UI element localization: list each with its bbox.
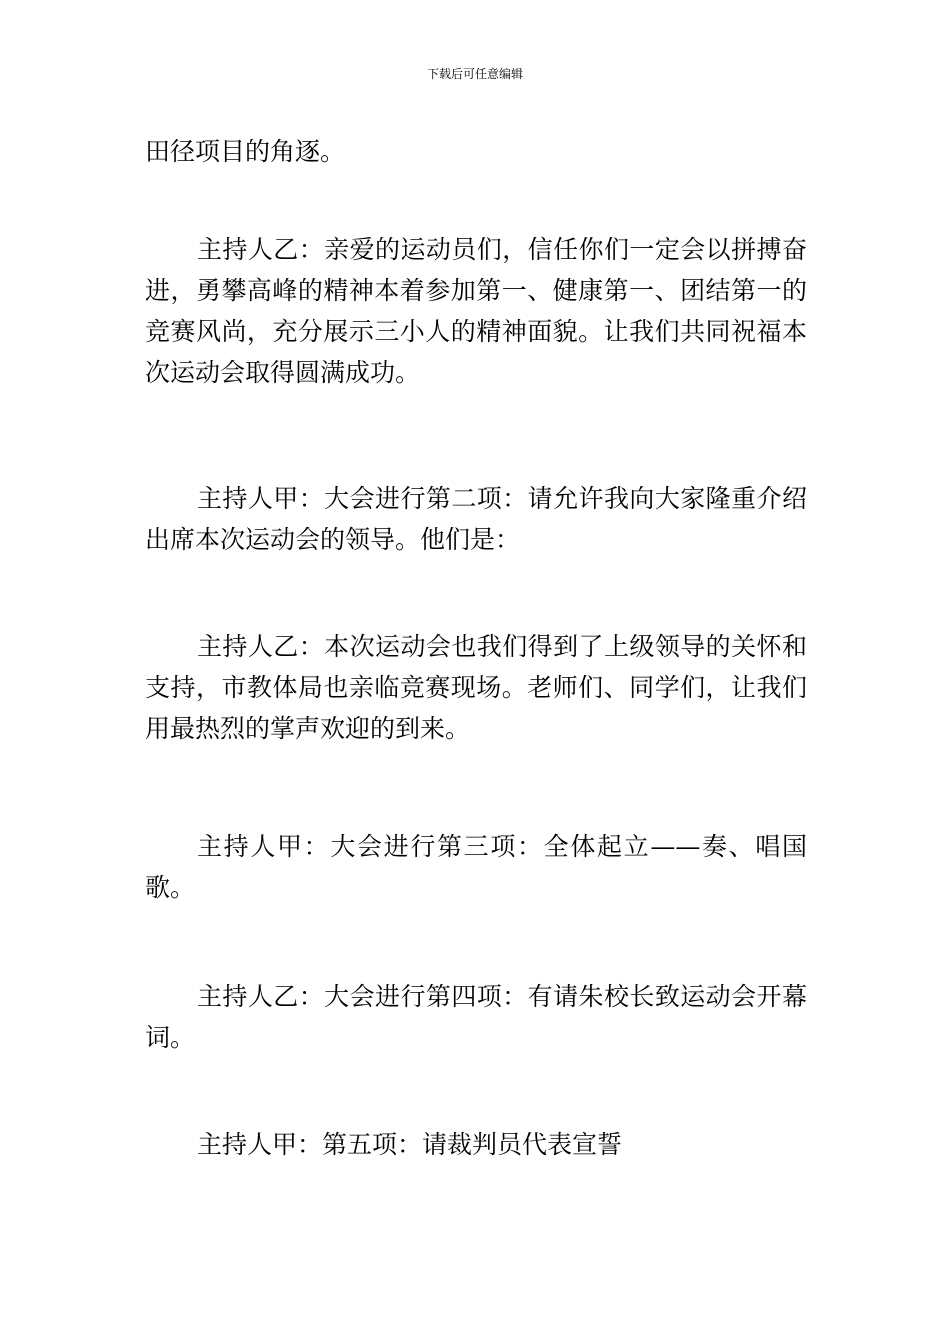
paragraph-host-a-3: 主持人甲：第五项：请裁判员代表宣誓 [197,1130,623,1159]
paragraph-host-a-1: 主持人甲：大会进行第二项：请允许我向大家隆重介绍出席本次运动会的领导。他们是： [145,484,807,554]
paragraph-host-b-3: 主持人乙：大会进行第四项：有请朱校长致运动会开幕词。 [145,982,807,1052]
paragraph-continuation: 田径项目的角逐。 [145,137,346,166]
header-note: 下载后可任意编辑 [426,67,523,81]
paragraph-host-b-1: 主持人乙：亲爱的运动员们，信任你们一定会以拼搏奋进，勇攀高峰的精神本着参加第一、健康第一、团结第一的竞赛风尚，充分展示三小人的精神面貌。让我们共同祝福本次运动会取得圆满成功。 [145,235,807,387]
paragraph-host-a-2: 主持人甲：大会进行第三项：全体起立——奏、唱国歌。 [145,832,807,902]
paragraph-host-b-2: 主持人乙：本次运动会也我们得到了上级领导的关怀和支持，市教体局也亲临竞赛现场。老师们、同学们，让我们用最热烈的掌声欢迎的到来。 [145,632,807,743]
